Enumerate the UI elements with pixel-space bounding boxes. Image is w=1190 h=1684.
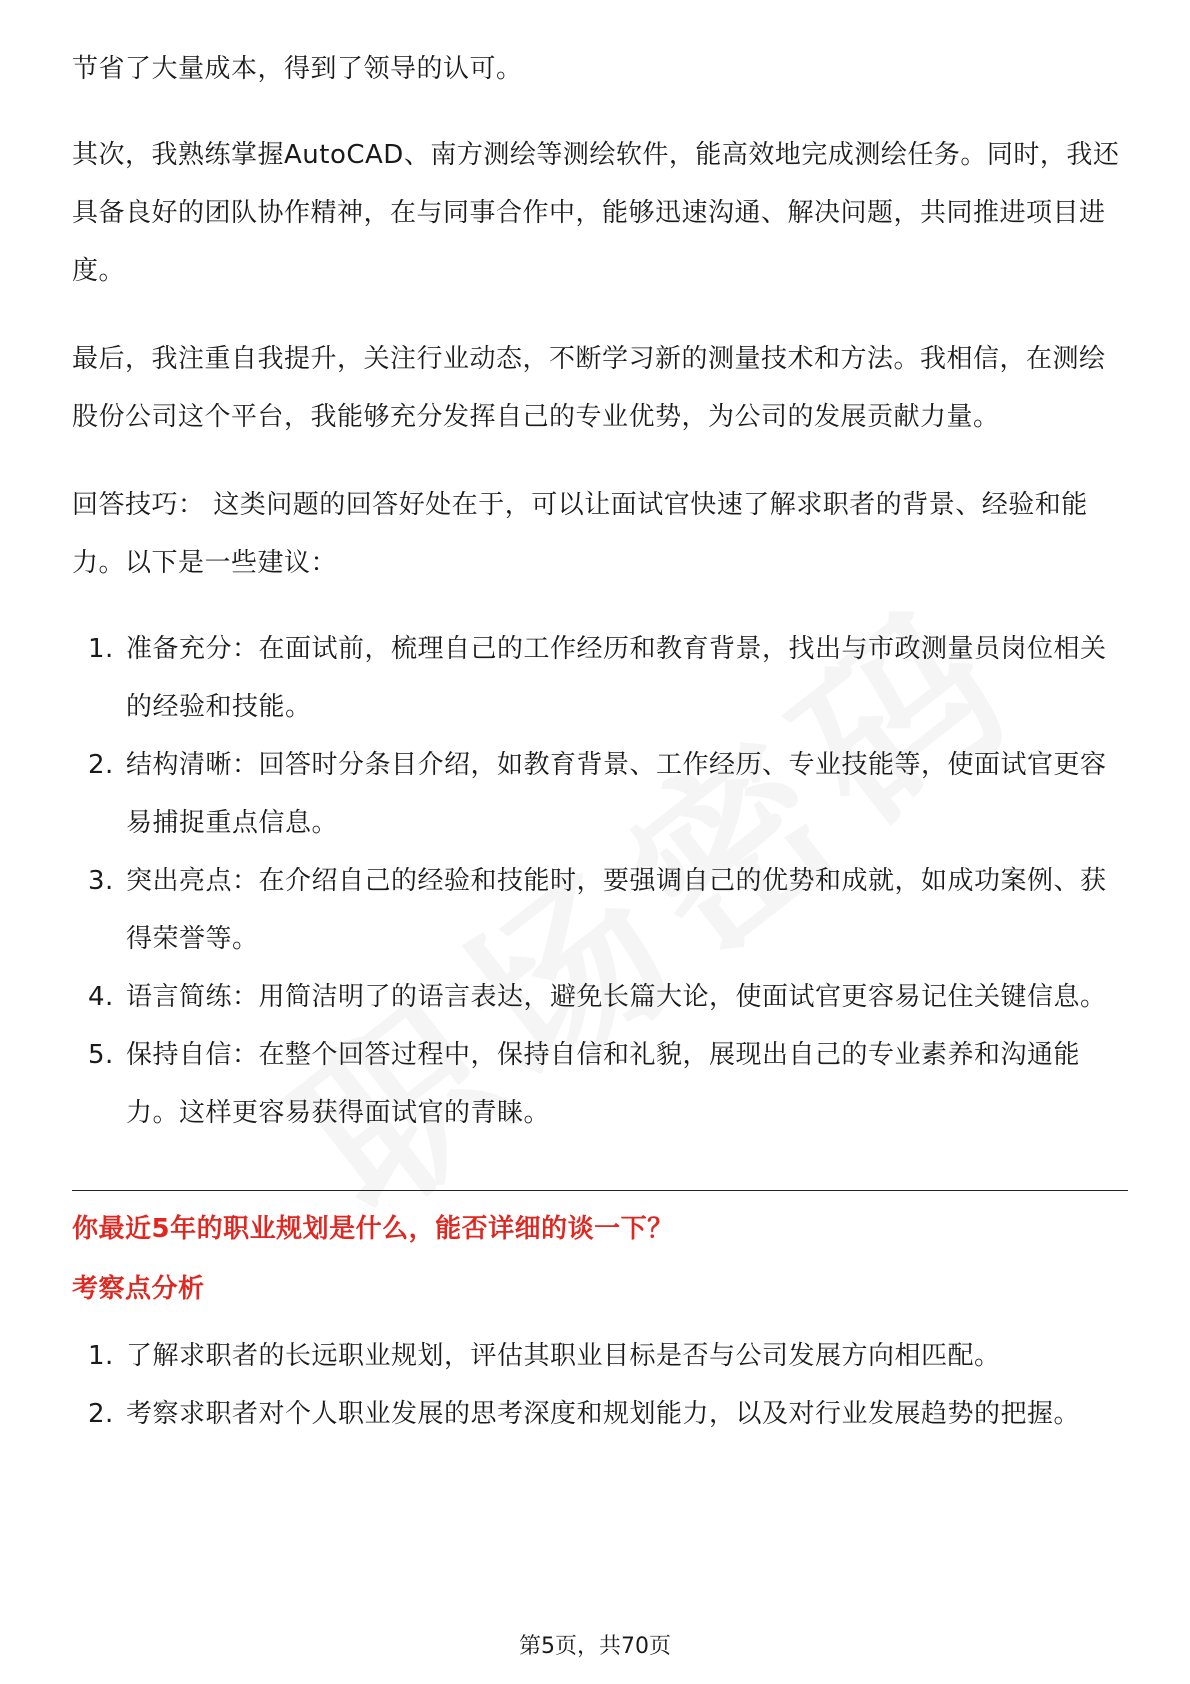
analysis-heading: 考察点分析 xyxy=(72,1274,205,1304)
section-divider xyxy=(72,1190,1128,1191)
interview-question: 你最近5年的职业规划是什么，能否详细的谈一下？ xyxy=(72,1214,674,1244)
list-item xyxy=(72,1327,1122,1385)
list-item-text: 语言简练：用简洁明了的语言表达，避免长篇大论，使面试官更容易记住关键信息。 xyxy=(126,982,1107,1012)
list-item xyxy=(72,736,1122,852)
list-number: 3. xyxy=(88,866,114,896)
paragraph: 其次，我熟练掌握AutoCAD、南方测绘等测绘软件，能高效地完成测绘任务。同时，我还具备良好的团队协作精神，在与同事合作中，能够迅速沟通、解决问题，共同推进项目进度。 xyxy=(72,140,1120,286)
list-number: 2. xyxy=(88,750,114,780)
list-item-text: 考察求职者对个人职业发展的思考深度和规划能力，以及对行业发展趋势的把握。 xyxy=(126,1399,1081,1429)
analysis-list xyxy=(72,1327,1122,1443)
list-item-text: 突出亮点：在介绍自己的经验和技能时，要强调自己的优势和成就，如成功案例、获得荣誉等。 xyxy=(126,866,1107,954)
list-number: 2. xyxy=(88,1399,114,1429)
list-number: 4. xyxy=(88,982,114,1012)
list-item xyxy=(72,1385,1122,1443)
list-item xyxy=(72,968,1122,1026)
page-number: 第5页，共70页 xyxy=(519,1634,671,1659)
tips-list xyxy=(72,620,1122,1142)
list-number: 1. xyxy=(88,634,114,664)
answer-tips-intro: 回答技巧： 这类问题的回答好处在于，可以让面试官快速了解求职者的背景、经验和能力。以下是一些建议： xyxy=(72,490,1088,578)
list-item-text: 准备充分：在面试前，梳理自己的工作经历和教育背景，找出与市政测量员岗位相关的经验和技能。 xyxy=(126,634,1107,722)
list-item-text: 保持自信：在整个回答过程中，保持自信和礼貌，展现出自己的专业素养和沟通能力。这样更容易获得面试官的青睐。 xyxy=(126,1040,1081,1128)
list-item xyxy=(72,620,1122,736)
list-item xyxy=(72,1026,1122,1142)
page-content xyxy=(72,40,1122,1443)
list-item-text: 结构清晰：回答时分条目介绍，如教育背景、工作经历、专业技能等，使面试官更容易捕捉重点信息。 xyxy=(126,750,1107,838)
list-number: 1. xyxy=(88,1341,114,1371)
list-item xyxy=(72,852,1122,968)
paragraph: 节省了大量成本，得到了领导的认可。 xyxy=(72,54,523,84)
list-item-text: 了解求职者的长远职业规划，评估其职业目标是否与公司发展方向相匹配。 xyxy=(126,1341,1001,1371)
paragraph: 最后，我注重自我提升，关注行业动态，不断学习新的测量技术和方法。我相信，在测绘股份公司这个平台，我能够充分发挥自己的专业优势，为公司的发展贡献力量。 xyxy=(72,344,1106,432)
list-number: 5. xyxy=(88,1040,114,1070)
